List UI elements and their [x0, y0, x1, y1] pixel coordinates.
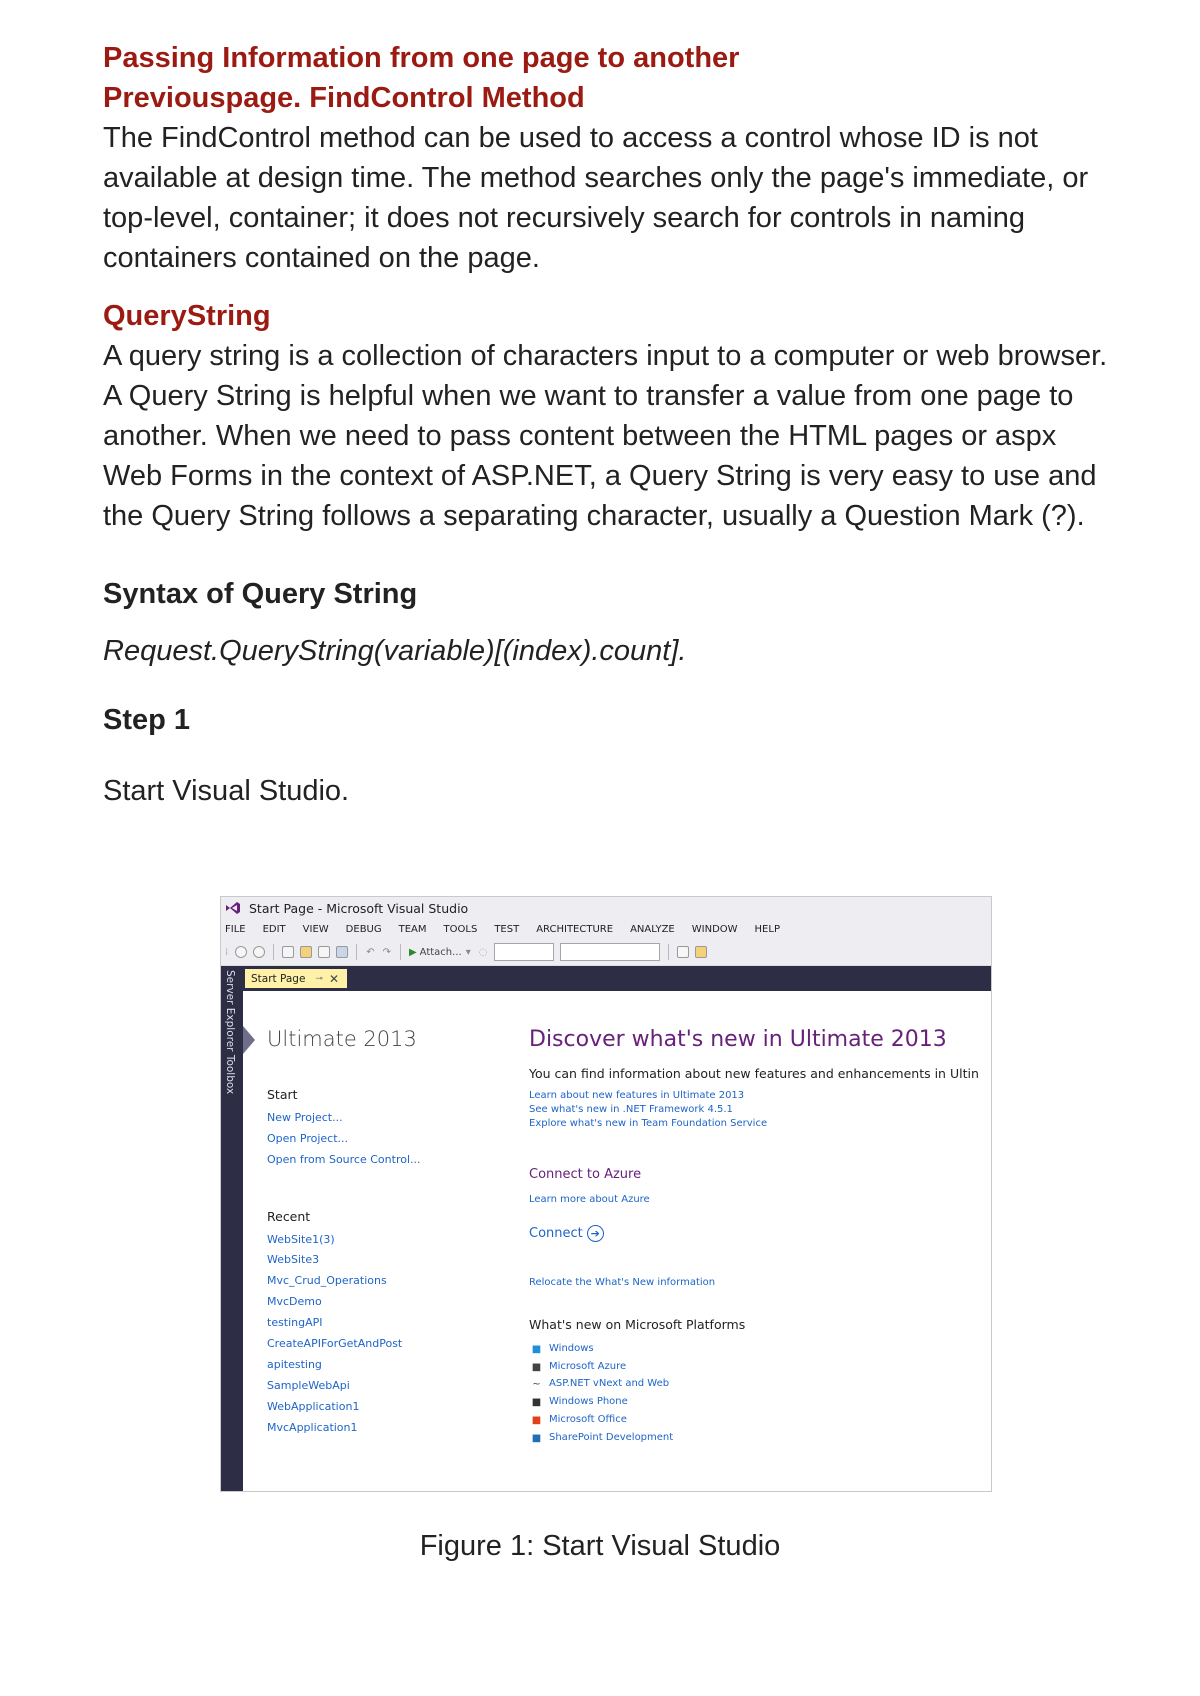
windows-phone-icon: ■ [531, 1397, 542, 1408]
undo-icon[interactable]: ↶ [366, 946, 375, 958]
platforms-heading: What's new on Microsoft Platforms [529, 1317, 746, 1332]
menu-window[interactable]: WINDOW [691, 923, 738, 935]
start-heading: Start [267, 1087, 298, 1102]
menu-file[interactable]: FILE [225, 923, 246, 935]
recent-item[interactable]: MvcDemo [267, 1295, 322, 1308]
recent-heading: Recent [267, 1209, 311, 1224]
menu-tools[interactable]: TOOLS [443, 923, 478, 935]
menu-debug[interactable]: DEBUG [345, 923, 382, 935]
solution-config-combo[interactable] [494, 943, 554, 961]
discover-link-tfs[interactable]: Explore what's new in Team Foundation Service [529, 1118, 768, 1129]
platform-sharepoint-link[interactable]: SharePoint Development [549, 1432, 674, 1443]
menu-edit[interactable]: EDIT [262, 923, 286, 935]
toolbar-grip-icon: ⁞ [225, 946, 229, 958]
querystring-heading: QueryString [103, 300, 271, 332]
querystring-paragraph: A query string is a collection of characters input to a computer or web browser. A Query String is helpful when we want to transfer a value from one page to another. When we need to pass content between the HTML pages or aspx Web Forms in the context of ASP.NET, a Query String is very easy to use and the Query String follows a separating character, usually a Question Mark (?). [103, 340, 1108, 532]
recent-item[interactable]: WebSite1(3) [267, 1233, 335, 1246]
doc-heading-2: Previouspage. FindControl Method [103, 82, 585, 114]
toolbar-separator [273, 944, 274, 960]
relocate-link[interactable]: Relocate the What's New information [529, 1277, 716, 1288]
step-heading: Step 1 [103, 704, 191, 736]
platform-aspnet-link[interactable]: ASP.NET vNext and Web [549, 1378, 670, 1389]
vs-toolbar [221, 939, 991, 966]
menu-test[interactable]: TEST [494, 923, 520, 935]
syntax-heading: Syntax of Query String [103, 578, 418, 610]
discover-link-features[interactable]: Learn about new features in Ultimate 2013 [529, 1090, 745, 1101]
document-body [103, 38, 1113, 811]
vs-title-bar [221, 897, 991, 919]
save-all-icon[interactable] [336, 946, 348, 958]
menu-architecture[interactable]: ARCHITECTURE [536, 923, 614, 935]
platform-windows-phone-link[interactable]: Windows Phone [549, 1396, 628, 1407]
toolbar-separator [668, 944, 669, 960]
recent-item[interactable]: Mvc_Crud_Operations [267, 1274, 387, 1287]
save-icon[interactable] [318, 946, 330, 958]
edition-title: Ultimate 2013 [267, 1027, 417, 1051]
platform-windows-link[interactable]: Windows [549, 1343, 594, 1354]
vs-title: Start Page - Microsoft Visual Studio [249, 900, 469, 916]
discover-info: You can find information about new features and enhancements in Ultin [529, 1066, 979, 1081]
vs-body [221, 966, 991, 1491]
tab-start-page[interactable] [245, 969, 347, 988]
open-project-link[interactable]: Open Project... [267, 1132, 349, 1145]
recent-item[interactable]: SampleWebApi [267, 1379, 350, 1392]
connect-label: Connect [529, 1226, 583, 1241]
triangle-arrow-icon [243, 1026, 255, 1054]
pin-icon[interactable]: ⊸ [315, 973, 323, 984]
sharepoint-icon: ■ [531, 1433, 542, 1444]
azure-icon: ■ [531, 1362, 542, 1373]
chevron-down-icon[interactable]: ▾ [465, 946, 471, 958]
side-panel-label[interactable]: Server Explorer Toolbox [224, 970, 236, 1095]
vs-logo-icon [225, 901, 241, 915]
office-icon: ■ [531, 1415, 542, 1426]
recent-item[interactable]: WebSite3 [267, 1253, 320, 1266]
find-icon[interactable] [677, 946, 689, 958]
menu-team[interactable]: TEAM [398, 923, 427, 935]
toolbar-separator [400, 944, 401, 960]
doc-heading-1: Passing Information from one page to another [103, 42, 740, 74]
arrow-right-icon: ➔ [587, 1225, 604, 1242]
recent-item[interactable]: testingAPI [267, 1316, 323, 1329]
findcontrol-paragraph: The FindControl method can be used to access a control whose ID is not available at design time. The method searches only the page's immediate, or top-level, container; it does not recursively search for controls in naming containers contained on the page. [103, 122, 1089, 274]
new-project-link[interactable]: New Project... [267, 1111, 343, 1124]
back-icon[interactable] [235, 946, 247, 958]
visual-studio-screenshot [220, 896, 992, 1492]
solution-explorer-icon[interactable] [695, 946, 707, 958]
open-file-icon[interactable] [300, 946, 312, 958]
recent-item[interactable]: MvcApplication1 [267, 1421, 358, 1434]
open-source-control-link[interactable]: Open from Source Control... [267, 1153, 421, 1166]
platform-office-link[interactable]: Microsoft Office [549, 1414, 627, 1425]
close-icon[interactable]: ✕ [328, 971, 340, 986]
redo-icon[interactable]: ↷ [382, 946, 391, 958]
windows-icon: ■ [531, 1344, 542, 1355]
platform-combo[interactable] [560, 943, 660, 961]
azure-learn-link[interactable]: Learn more about Azure [529, 1194, 650, 1205]
new-project-icon[interactable] [282, 946, 294, 958]
tab-label: Start Page [251, 972, 306, 985]
menu-analyze[interactable]: ANALYZE [630, 923, 675, 935]
recent-item[interactable]: CreateAPIForGetAndPost [267, 1337, 403, 1350]
step-text: Start Visual Studio. [103, 775, 350, 807]
discover-heading: Discover what's new in Ultimate 2013 [529, 1027, 947, 1052]
menu-view[interactable]: VIEW [302, 923, 329, 935]
aspnet-icon: ~ [532, 1379, 541, 1390]
discover-link-netfx[interactable]: See what's new in .NET Framework 4.5.1 [529, 1104, 733, 1115]
document-tab-bar [243, 966, 991, 991]
vs-menu-bar [221, 919, 991, 939]
platform-azure-link[interactable]: Microsoft Azure [549, 1361, 627, 1372]
side-panel [221, 966, 243, 1491]
syntax-code: Request.QueryString(variable)[(index).count]. [103, 635, 687, 667]
start-icon[interactable]: ▶ [408, 946, 417, 958]
azure-heading: Connect to Azure [529, 1167, 642, 1182]
recent-item[interactable]: apitesting [267, 1358, 322, 1371]
menu-help[interactable]: HELP [754, 923, 780, 935]
figure-caption: Figure 1: Start Visual Studio [419, 1530, 781, 1562]
refresh-icon[interactable]: ◌ [478, 946, 488, 958]
forward-icon[interactable] [253, 946, 265, 958]
attach-button[interactable]: Attach... [419, 946, 462, 958]
recent-item[interactable]: WebApplication1 [267, 1400, 360, 1413]
connect-button[interactable] [529, 1225, 604, 1242]
toolbar-separator [356, 944, 357, 960]
start-page-content [243, 991, 991, 1491]
